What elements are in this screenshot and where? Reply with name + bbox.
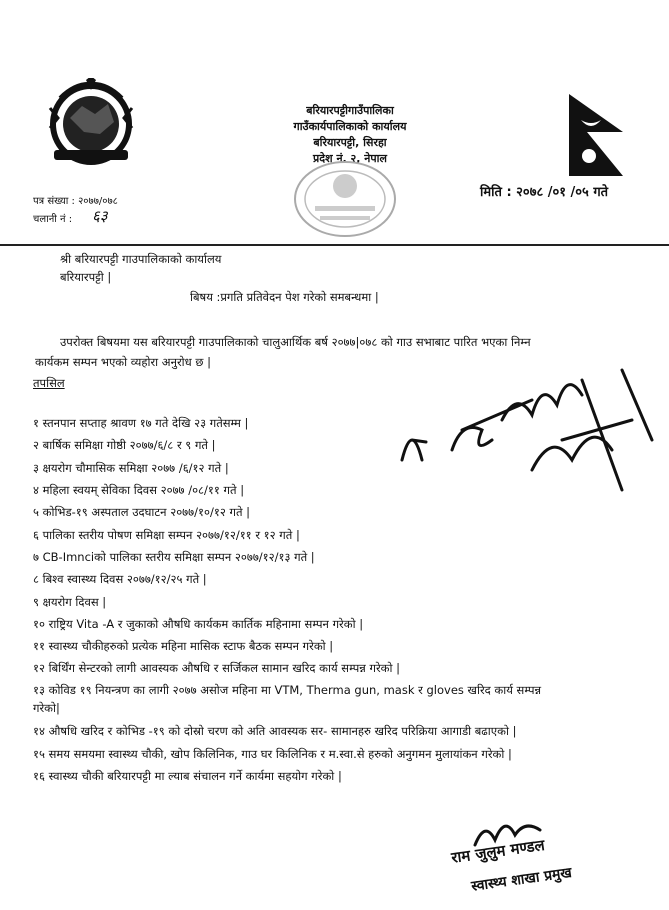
list-heading: तपसिल [33, 376, 65, 390]
paragraph-line1: उपरोक्त बिषयमा यस बरियारपट्टी गाउपालिकाको चालुआर्थिक बर्ष २०७७|०७८ को गाउ सभाबाट पारित भएका निम्न [60, 335, 531, 349]
list-item: ९ क्षयरोग दिवस | [33, 595, 107, 609]
list-item: १२ बिर्थिंग सेन्टरको लागी आवस्यक औषधि र सर्जिकल सामान खरिद कार्य सम्पन्न गरेको | [33, 661, 401, 675]
list-item: १० राष्ट्रिय Vita -A र जुकाको औषधि कार्यकम कार्तिक महिनामा सम्पन गरेको | [33, 617, 364, 631]
office-name-line2: गाउँकार्यपालिकाको कार्यालय [293, 120, 407, 133]
handwritten-remark-icon [392, 360, 664, 500]
list-item: १३ कोविड १९ नियन्त्रण का लागी २०७७ असोज महिना मा VTM, Therma gun, mask र gloves खरिद कार्य सम्पन्न [33, 683, 542, 697]
signatory-title: स्वास्थ्य शाखा प्रमुख [470, 864, 573, 895]
header-divider [0, 244, 669, 246]
list-item: ७ CB-Imnciको पालिका स्तरीय समिक्षा सम्पन २०७७/१२/१३ गते | [33, 550, 315, 564]
list-item: २ बार्षिक समिक्षा गोष्ठी २०७७/६/८ र ९ गते | [33, 438, 216, 452]
list-item: ५ कोभिड-१९ अस्पताल उदघाटन २०७७/१०/१२ गते | [33, 505, 251, 519]
list-item: १ स्तनपान सप्ताह श्रावण १७ गते देखि २३ गतेसम्म | [33, 416, 249, 430]
signatory-name: राम जुलुम मण्डल [450, 835, 546, 867]
list-item: १४ औषधि खरिद र कोभिड -१९ को दोस्रो चरण को अति आवस्यक सर- सामानहरु खरिद परिक्रिया आगाडी बढाएको | [33, 724, 517, 738]
letter-date: मिति : २०७८ /०१ /०५ गते [480, 185, 609, 200]
office-name-line3: बरियारपट्टी, सिरहा [313, 136, 387, 149]
list-item: १६ स्वास्थ्य चौकी बरियारपट्टी मा ल्याब संचालन गर्ने कार्यमा सहयोग गरेको | [33, 769, 342, 783]
nepal-flag-icon [567, 92, 627, 178]
office-name-line1: बरियारपट्टीगाउँपालिका [306, 104, 394, 117]
list-item: ४ महिला स्वयम् सेविका दिवस २०७७ /०८/११ गते | [33, 483, 245, 497]
list-item: ६ पालिका स्तरीय पोषण समिक्षा सम्पन २०७७/१२/११ र १२ गते | [33, 528, 300, 542]
recipient-line2: बरियारपट्टी | [60, 270, 112, 284]
list-item: ३ क्षयरोग चौमासिक समिक्षा २०७७ /६/१२ गते | [33, 461, 229, 475]
chalani-label: चलानी नं : [33, 214, 73, 225]
list-item: १५ समय समयमा स्वास्थ्य चौकी, खोप किलिनिक, गाउ घर किलिनिक र म.स्वा.से हरुको अनुगमन मुलायांकन गरेको | [33, 747, 512, 761]
list-item: ८ बिश्व स्वास्थ्य दिवस २०७७/१२/२५ गते | [33, 572, 207, 586]
list-item: गरेको| [33, 701, 60, 715]
subject-line: बिषय :प्रगति प्रतिवेदन पेश गरेको समबन्धमा | [190, 290, 379, 304]
chalani-number: ६३ [92, 207, 108, 225]
office-stamp-icon [290, 158, 400, 240]
list-item: ११ स्वास्थ्य चौकीहरुको प्रत्येक महिना मासिक स्टाफ बैठक सम्पन गरेको | [33, 639, 334, 653]
recipient-line1: श्री बरियारपट्टी गाउपालिकाको कार्यालय [60, 252, 222, 266]
paragraph-line2: कार्यकम सम्पन भएको व्यहोरा अनुरोध छ | [35, 355, 211, 369]
office-name-line4: प्रदेश नं. २, नेपाल [313, 152, 387, 165]
nepal-emblem-icon [40, 78, 142, 170]
patra-sankhya: पत्र संख्या : २०७७/०७८ [33, 196, 118, 207]
